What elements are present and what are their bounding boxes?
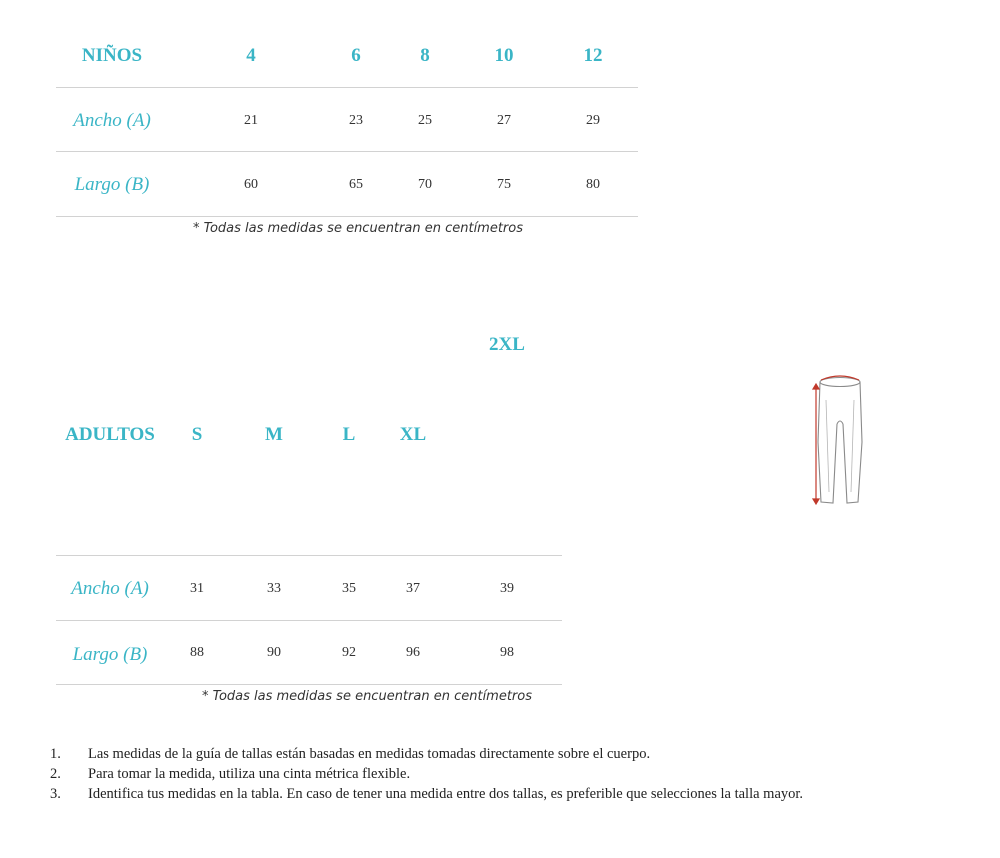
- row-label-length: Largo (B): [72, 644, 148, 665]
- list-number: 2.: [50, 766, 61, 782]
- table-cell: 88: [190, 645, 204, 660]
- adults-size-header: L: [342, 424, 356, 445]
- table-cell: 70: [418, 177, 432, 192]
- list-item: [50, 744, 950, 764]
- adults-header-label: ADULTOS: [65, 424, 155, 445]
- table-cell: 23: [349, 113, 363, 128]
- instructions-list: [50, 744, 950, 804]
- adults-size-header: S: [191, 424, 203, 445]
- row-label-width: Ancho (A): [71, 578, 149, 599]
- kids-size-header: 10: [494, 45, 514, 66]
- table-cell: 96: [406, 645, 420, 660]
- adults-size-header: 2XL: [489, 334, 525, 355]
- table-cell: 39: [500, 581, 514, 596]
- table-cell: 75: [497, 177, 511, 192]
- table-cell: 80: [586, 177, 600, 192]
- list-number: 3.: [50, 786, 61, 802]
- list-text: Identifica tus medidas en la tabla. En caso de tener una medida entre dos tallas, es preferible que selecciones la talla mayor.: [88, 786, 804, 802]
- list-text: Para tomar la medida, utiliza una cinta métrica flexible.: [88, 766, 411, 782]
- list-number: 1.: [50, 746, 61, 762]
- table-cell: 37: [406, 581, 420, 596]
- row-label-width: Ancho (A): [73, 110, 151, 131]
- table-cell: 90: [267, 645, 281, 660]
- row-label-length: Largo (B): [74, 174, 150, 195]
- table-cell: 33: [267, 581, 281, 596]
- kids-header-label: NIÑOS: [81, 45, 143, 66]
- adults-size-header: XL: [399, 424, 427, 445]
- kids-size-header: 4: [246, 45, 256, 66]
- table-cell: 35: [342, 581, 356, 596]
- table-cell: 21: [244, 113, 258, 128]
- list-item: [50, 764, 950, 784]
- units-note: * Todas las medidas se encuentran en centímetros: [192, 221, 524, 236]
- pants-measurement-diagram: [806, 372, 870, 508]
- kids-size-header: 8: [420, 45, 430, 66]
- kids-size-header: 6: [351, 45, 361, 66]
- table-divider: [56, 151, 638, 152]
- table-cell: 31: [190, 581, 204, 596]
- table-divider: [56, 216, 638, 217]
- table-cell: 98: [500, 645, 514, 660]
- table-divider: [56, 684, 562, 685]
- list-item: [50, 784, 950, 804]
- table-cell: 65: [349, 177, 363, 192]
- list-text: Las medidas de la guía de tallas están basadas en medidas tomadas directamente sobre el cuerpo.: [88, 746, 651, 762]
- units-note: * Todas las medidas se encuentran en centímetros: [201, 689, 533, 704]
- table-cell: 25: [418, 113, 432, 128]
- table-cell: 60: [244, 177, 258, 192]
- table-divider: [56, 555, 562, 556]
- table-cell: 27: [497, 113, 511, 128]
- table-cell: 92: [342, 645, 356, 660]
- kids-size-header: 12: [583, 45, 603, 66]
- table-divider: [56, 620, 562, 621]
- table-divider: [56, 87, 638, 88]
- table-cell: 29: [586, 113, 600, 128]
- adults-size-header: M: [265, 424, 283, 445]
